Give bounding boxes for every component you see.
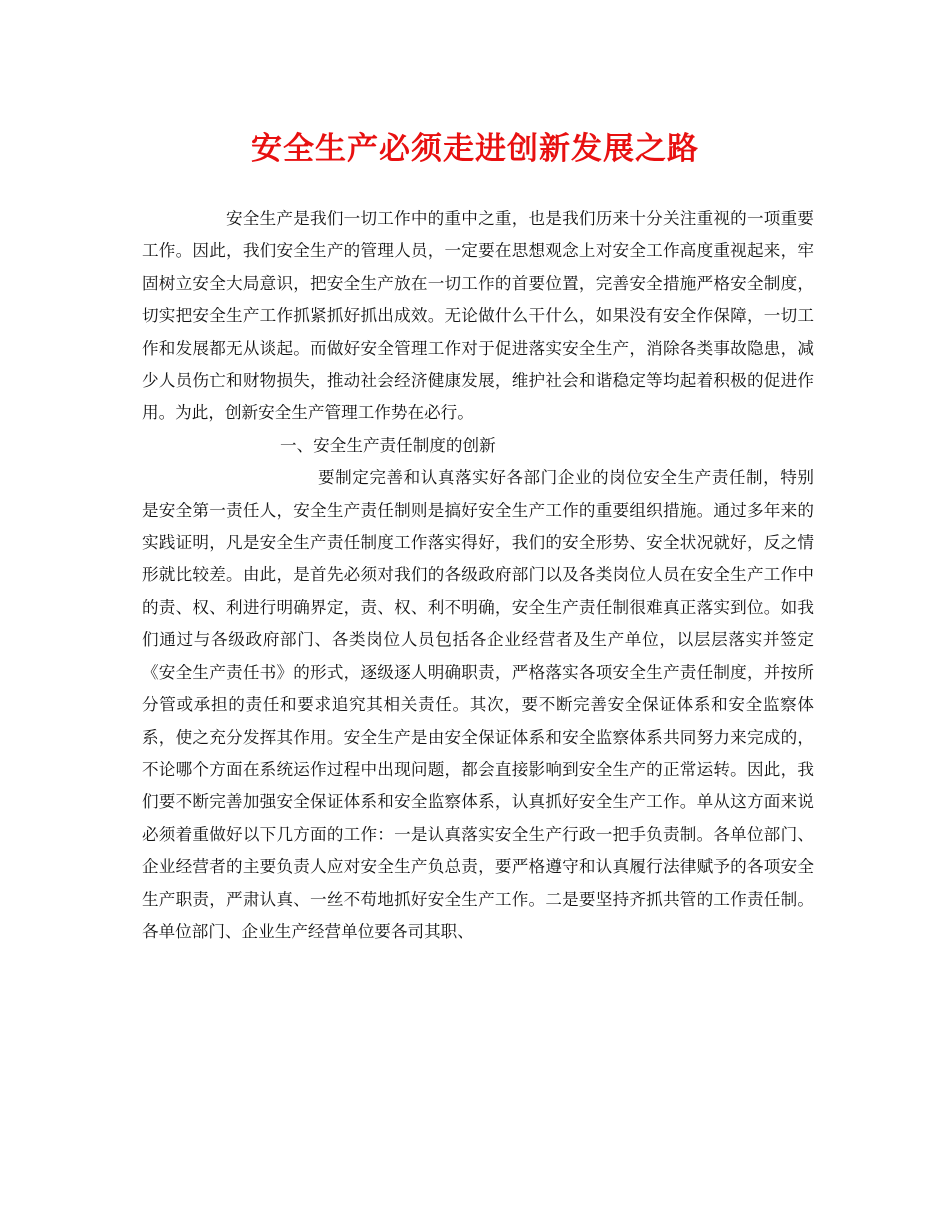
section-heading: 一、安全生产责任制度的创新 [280, 435, 496, 455]
document-body [142, 203, 814, 948]
section-paragraph: 要制定完善和认真落实好各部门企业的岗位安全生产责任制，特别是安全第一责任人，安全生产责任制则是搞好安全生产工作的重要组织措施。通过多年来的实践证明，凡是安全生产责任制度工作落实得好，我们的安全形势、安全状况就好，反之情形就比较差。由此，是首先必须对我们的各级政府部门以及各类岗位人员在安全生产工作中的责、权、利进行明确界定，责、权、利不明确，安全生产责任制很难真正落实到位。如我们通过与各级政府部门、各类岗位人员包括各企业经营者及生产单位，以层层落实并签定《安全生产责任书》的形式，逐级逐人明确职责，严格落实各项安全生产责任制度，并按所分管或承担的责任和要求追究其相关责任。其次，要不断完善安全保证体系和安全监察体系，使之充分发挥其作用。安全生产是由安全保证体系和安全监察体系共同努力来完成的，不论哪个方面在系统运作过程中出现问题，都会直接影响到安全生产的正常运转。因此，我们要不断完善加强安全保证体系和安全监察体系，认真抓好安全生产工作。单从这方面来说必须着重做好以下几方面的工作：一是认真落实安全生产行政一把手负责制。各单位部门、企业经营者的主要负责人应对安全生产负总责，要严格遵守和认真履行法律赋予的各项安全生产职责，严肃认真、一丝不苟地抓好安全生产工作。二是要坚持齐抓共管的工作责任制。各单位部门、企业生产经营单位要各司其职、 [142, 468, 814, 941]
intro-paragraph: 安全生产是我们一切工作中的重中之重，也是我们历来十分关注重视的一项重要工作。因此，我们安全生产的管理人员，一定要在思想观念上对安全工作高度重视起来，牢固树立安全大局意识，把安全生产放在一切工作的首要位置，完善安全措施严格安全制度，切实把安全生产工作抓紧抓好抓出成效。无论做什么干什么，如果没有安全作保障，一切工作和发展都无从谈起。而做好安全管理工作对于促进落实安全生产，消除各类事故隐患，减少人员伤亡和财物损失，推动社会经济健康发展，维护社会和谐稳定等均起着积极的促进作用。为此，创新安全生产管理工作势在必行。 [142, 209, 814, 423]
document-title: 安全生产必须走进创新发展之路 [251, 131, 699, 167]
